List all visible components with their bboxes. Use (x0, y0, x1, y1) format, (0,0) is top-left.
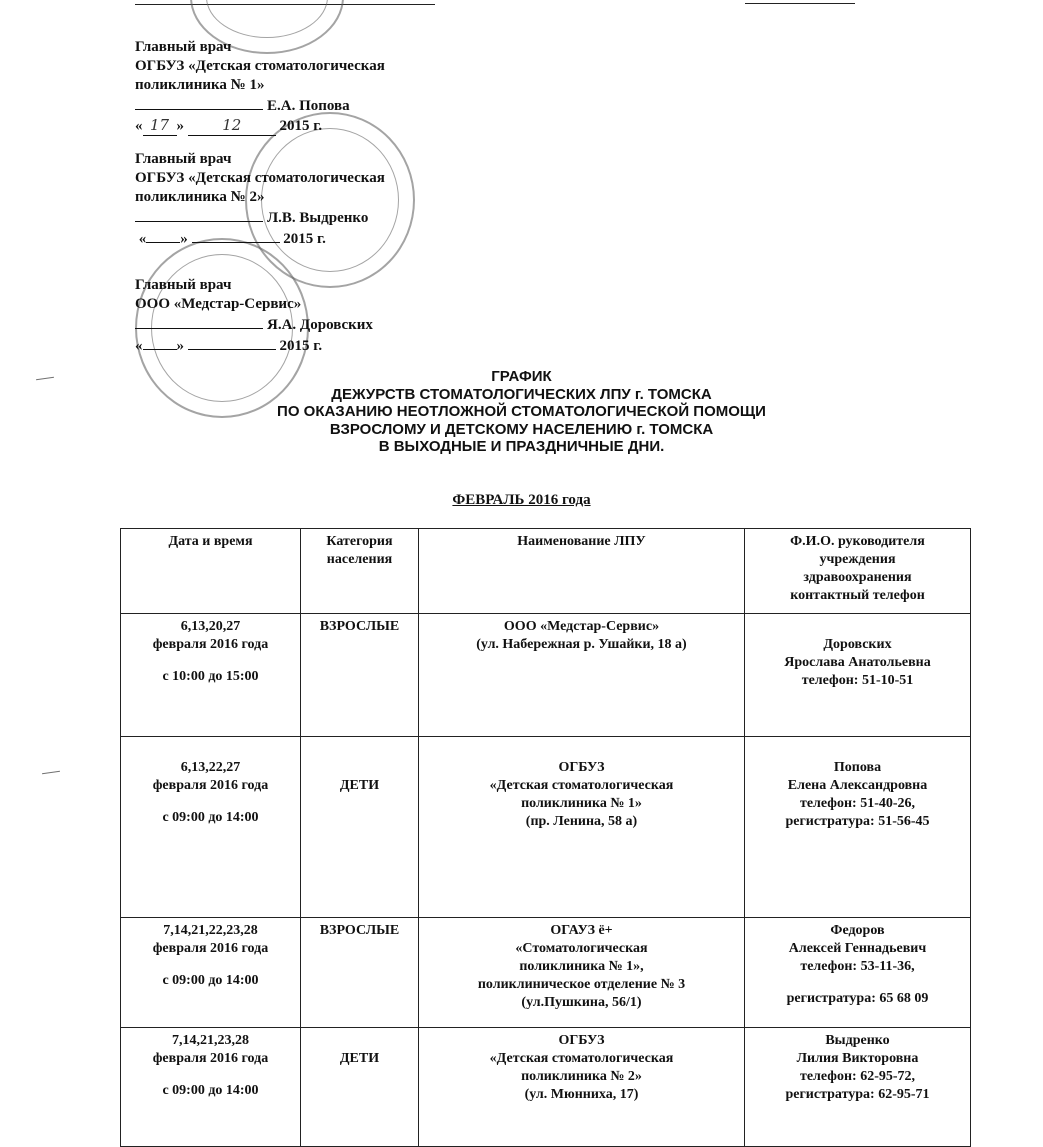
row-head-surname: Доровских (823, 637, 892, 652)
row-org-line: поликлиника № 1» (521, 796, 642, 811)
approval-org-line2: поликлиника № 2» (135, 189, 265, 205)
cell-date (121, 614, 301, 737)
row-org-line: «Стоматологическая (515, 941, 648, 956)
date-year: 2015 г. (283, 231, 326, 247)
cell-date (121, 737, 301, 918)
row-dates: 6,13,20,27 (180, 619, 241, 634)
row-registry: регистратура: 65 68 09 (786, 991, 929, 1006)
approval-signature-row (135, 314, 373, 335)
date-month-line (188, 335, 276, 350)
row-month: февраля 2016 года (152, 637, 269, 652)
row-org-line: ОГАУЗ ё+ (550, 923, 613, 938)
title-line: ПО ОКАЗАНИЮ НЕОТЛОЖНОЙ СТОМАТОЛОГИЧЕСКОЙ ПОМОЩИ (277, 403, 766, 420)
date-close-quote: » (176, 338, 184, 354)
top-right-cut-line (745, 0, 855, 4)
row-category: ДЕТИ (339, 778, 380, 793)
row-time: с 10:00 до 15:00 (162, 669, 259, 684)
header-category (301, 529, 419, 614)
month-heading: ФЕВРАЛЬ 2016 года (452, 492, 591, 508)
approval-position: Главный врач (135, 151, 232, 167)
row-phone: телефон: 51-40-26, (799, 796, 916, 811)
cell-organization (419, 918, 745, 1028)
cell-category (301, 1028, 419, 1147)
approval-signature-row (135, 207, 385, 228)
approval-date (135, 116, 385, 136)
approval-2 (135, 150, 385, 249)
date-open-quote: « (135, 118, 143, 134)
cell-organization (419, 1028, 745, 1147)
top-cut-line (135, 0, 435, 5)
cell-head (745, 918, 971, 1028)
cell-organization (419, 614, 745, 737)
row-head-name: Лилия Викторовна (796, 1051, 919, 1066)
approval-1 (135, 38, 385, 136)
row-head-name: Алексей Геннадьевич (788, 941, 927, 956)
row-org-line: «Детская стоматологическая (489, 778, 674, 793)
approval-signatory: Я.А. Доровских (267, 317, 373, 333)
approval-org-line1: ОГБУЗ «Детская стоматологическая (135, 170, 385, 186)
approval-date (135, 335, 373, 356)
row-org-line: поликлиника № 1», (519, 959, 644, 974)
approval-signatory: Е.А. Попова (267, 98, 350, 114)
scan-mark (42, 771, 60, 774)
row-dates: 6,13,22,27 (180, 760, 241, 775)
approval-org-line2: поликлиника № 1» (135, 77, 265, 93)
date-day: 17 (143, 116, 177, 136)
row-category: ДЕТИ (339, 1051, 380, 1066)
row-head-name: Елена Александровна (787, 778, 928, 793)
signature-line (135, 314, 263, 329)
row-dates: 7,14,21,22,23,28 (163, 923, 258, 938)
approval-org-line1: ОГБУЗ «Детская стоматологическая (135, 58, 385, 74)
approval-signature-row (135, 95, 385, 116)
spacer (751, 976, 964, 990)
date-month-line (192, 228, 280, 243)
row-phone: телефон: 62-95-72, (799, 1069, 916, 1084)
row-head-name: Ярослава Анатольевна (784, 655, 931, 670)
table-row (121, 1028, 971, 1147)
cell-category (301, 918, 419, 1028)
row-time: с 09:00 до 14:00 (162, 1083, 259, 1098)
cell-date (121, 918, 301, 1028)
header-name-label: Наименование ЛПУ (517, 534, 646, 549)
row-phone: телефон: 51-10-51 (801, 673, 914, 688)
row-org-line: поликлиническое отделение № 3 (477, 977, 686, 992)
header-category-line: Категория (326, 534, 393, 549)
header-head (745, 529, 971, 614)
cell-head (745, 614, 971, 737)
row-org-line: ОГБУЗ (558, 760, 605, 775)
approval-date (135, 228, 385, 249)
cell-date (121, 1028, 301, 1147)
header-head-line: Ф.И.О. руководителя (790, 534, 925, 549)
row-category: ВЗРОСЛЫЕ (319, 923, 400, 938)
title-line: ВЗРОСЛОМУ И ДЕТСКОМУ НАСЕЛЕНИЮ г. ТОМСКА (329, 420, 714, 438)
row-month: февраля 2016 года (152, 778, 269, 793)
date-close-quote: » (180, 231, 188, 247)
row-org-line: «Детская стоматологическая (489, 1051, 674, 1066)
table-row (121, 614, 971, 737)
signature-line (135, 95, 263, 110)
row-head-surname: Попова (833, 760, 882, 775)
row-time: с 09:00 до 14:00 (162, 810, 259, 825)
date-day-line (143, 335, 177, 350)
header-head-line: учреждения (819, 552, 896, 567)
approval-org-line1: ООО «Медстар-Сервис» (135, 296, 302, 312)
date-day-line (146, 228, 180, 243)
date-month: 12 (188, 116, 276, 136)
signature-line (135, 207, 263, 222)
cell-organization (419, 737, 745, 918)
title-line: В ВЫХОДНЫЕ И ПРАЗДНИЧНЫЕ ДНИ. (378, 438, 665, 455)
row-head-surname: Выдренко (825, 1033, 890, 1048)
header-date-label: Дата и время (168, 534, 253, 549)
date-year: 2015 г. (279, 338, 323, 354)
row-category: ВЗРОСЛЫЕ (319, 619, 400, 634)
header-category-line: населения (326, 552, 393, 567)
spacer (127, 795, 294, 809)
date-close-quote: » (176, 118, 184, 134)
approval-position: Главный врач (135, 39, 232, 55)
header-name (419, 529, 745, 614)
approval-position: Главный врач (135, 277, 232, 293)
row-registry: регистратура: 62-95-71 (785, 1087, 930, 1102)
header-head-line: контактный телефон (790, 588, 925, 603)
row-dates: 7,14,21,23,28 (172, 1033, 249, 1048)
title-line: ДЕЖУРСТВ СТОМАТОЛОГИЧЕСКИХ ЛПУ г. ТОМСКА (331, 385, 712, 403)
spacer (127, 654, 294, 668)
header-date (121, 529, 301, 614)
date-open-quote: « (138, 231, 147, 247)
date-open-quote: « (135, 338, 143, 354)
cell-category (301, 737, 419, 918)
document-title (0, 368, 1043, 456)
row-org-line: (пр. Ленина, 58 а) (525, 814, 638, 829)
row-org-line: (ул. Мюнниха, 17) (524, 1087, 639, 1102)
header-head-line: здравоохранения (803, 570, 912, 585)
row-month: февраля 2016 года (152, 941, 269, 956)
cell-head (745, 1028, 971, 1147)
table-header-row (121, 529, 971, 614)
title-line: ГРАФИК (491, 368, 552, 385)
approval-signatory: Л.В. Выдренко (267, 210, 369, 226)
row-org-line: ОГБУЗ (558, 1033, 605, 1048)
row-phone: телефон: 53-11-36, (800, 959, 915, 974)
date-year: 2015 г. (279, 118, 323, 134)
table-row (121, 737, 971, 918)
row-month: февраля 2016 года (152, 1051, 269, 1066)
duty-schedule-table (120, 528, 971, 1147)
table-row (121, 918, 971, 1028)
row-registry: регистратура: 51-56-45 (785, 814, 930, 829)
row-org-line: (ул.Пушкина, 56/1) (521, 995, 642, 1010)
row-org-line: (ул. Набережная р. Ушайки, 18 а) (476, 637, 687, 652)
row-org-line: поликлиника № 2» (521, 1069, 642, 1084)
cell-category (301, 614, 419, 737)
approval-3 (135, 276, 373, 356)
row-head-surname: Федоров (830, 923, 885, 938)
row-org-line: ООО «Медстар-Сервис» (503, 619, 660, 634)
cell-head (745, 737, 971, 918)
spacer (127, 958, 294, 972)
row-time: с 09:00 до 14:00 (162, 973, 259, 988)
